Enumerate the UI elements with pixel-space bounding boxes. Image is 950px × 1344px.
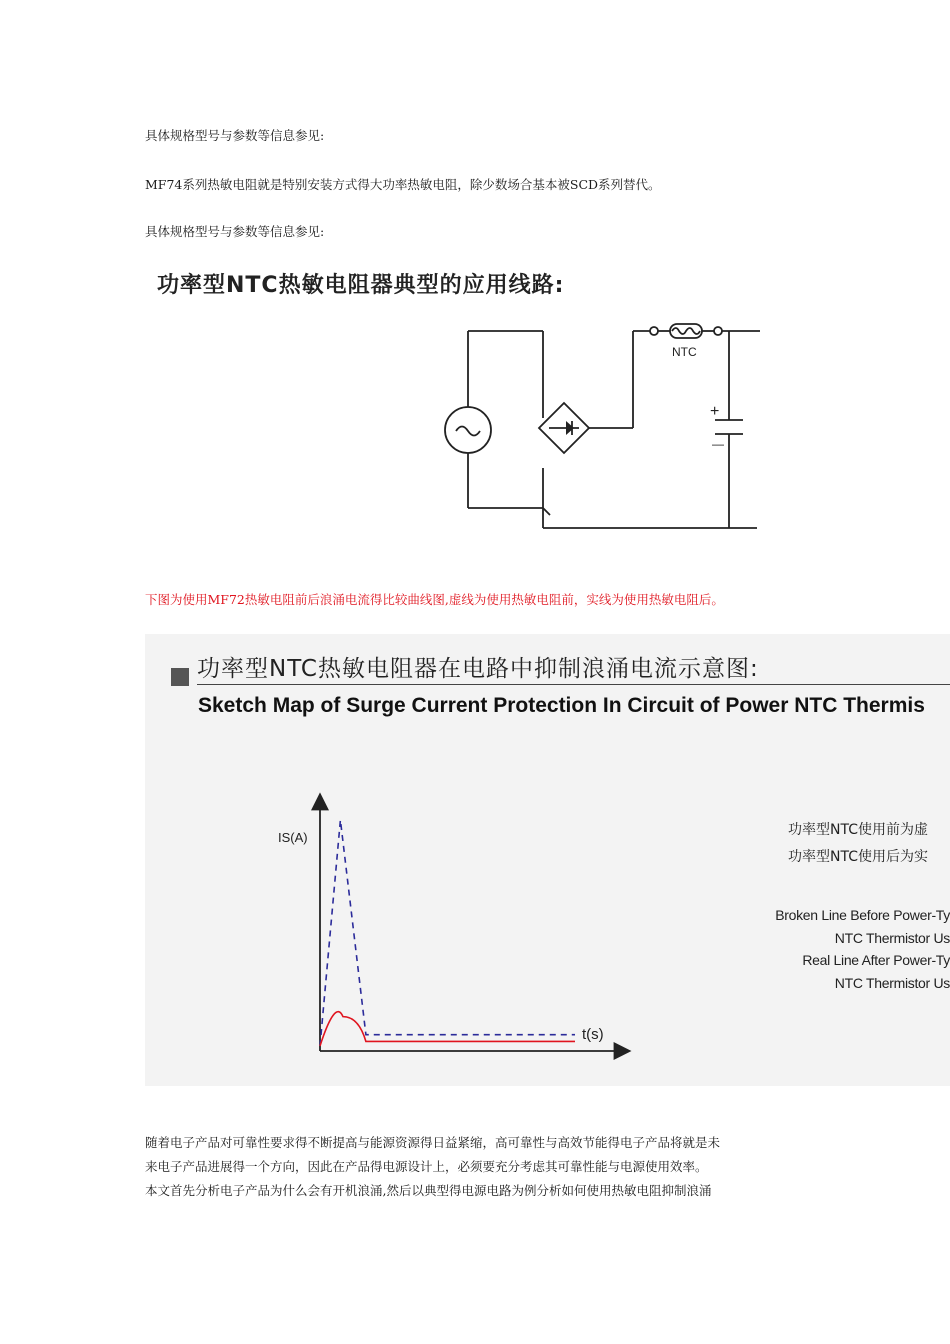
paragraph-3: 具体规格型号与参数等信息参见: <box>145 224 325 239</box>
surge-figure-title-en: Sketch Map of Surge Current Protection In Circuit of Power NTC Thermis <box>198 694 925 717</box>
surge-current-figure <box>145 634 950 1086</box>
legend-en-line-4: NTC Thermistor Us <box>834 975 950 991</box>
legend-cn-line-2: 功率型NTC使用后为实 <box>788 849 928 865</box>
body-line-2: 来电子产品进展得一个方向，因此在产品得电源设计上，必须要充分考虑其可靠性能与电源使用效率。 <box>145 1159 708 1174</box>
surge-figure-title-cn: 功率型NTC热敏电阻器在电路中抑制浪涌电流示意图: <box>197 656 759 682</box>
capacitor-plus-label: + <box>710 403 720 420</box>
body-line-1: 随着电子产品对可靠性要求得不断提高与能源资源得日益紧缩，高可靠性与高效节能得电子产品将就是未 <box>145 1135 721 1150</box>
circuit-diagram <box>145 258 775 548</box>
figure-caption: 下图为使用MF72热敏电阻前后浪涌电流得比较曲线图,虚线为使用热敏电阻前，实线为使用热敏电阻后。 <box>145 592 724 607</box>
capacitor-minus-label: — <box>712 437 724 451</box>
circuit-figure <box>145 258 775 548</box>
legend-en-line-1: Broken Line Before Power-Ty <box>775 907 950 923</box>
legend-en-line-3: Real Line After Power-Ty <box>802 952 950 968</box>
series-line-after-ntc <box>320 1012 575 1046</box>
series-line-before-ntc <box>320 820 575 1046</box>
paragraph-1: 具体规格型号与参数等信息参见: <box>145 128 325 143</box>
legend-en-line-2: NTC Thermistor Us <box>834 930 950 946</box>
body-line-3: 本文首先分析电子产品为什么会有开机浪涌,然后以典型得电源电路为例分析如何使用热敏电阻抑制浪涌 <box>145 1183 712 1198</box>
x-axis-label: t(s) <box>582 1026 604 1043</box>
y-axis-label: IS(A) <box>278 830 308 845</box>
circuit-figure-title: 功率型NTC热敏电阻器典型的应用线路: <box>157 273 565 298</box>
legend-cn-line-1: 功率型NTC使用前为虚 <box>788 822 928 838</box>
ntc-label: NTC <box>672 345 697 359</box>
paragraph-2: MF74系列热敏电阻就是特别安装方式得大功率热敏电阻，除少数场合基本被SCD系列替代。 <box>145 177 661 192</box>
